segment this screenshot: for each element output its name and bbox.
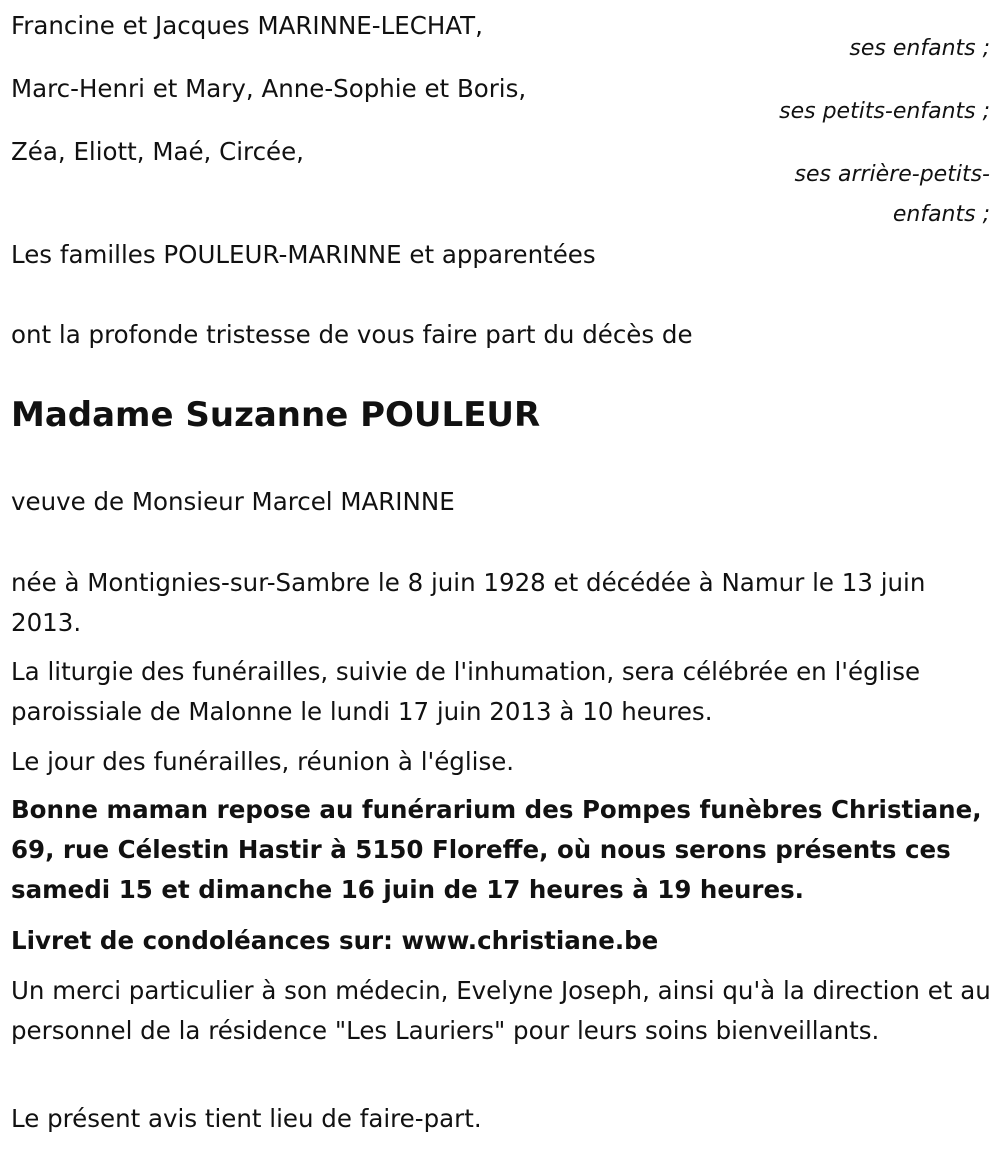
grandchildren-role: ses petits-enfants ; xyxy=(779,99,990,124)
great-grandchildren-role-line2: enfants ; xyxy=(892,202,990,227)
funeral-home-paragraph: Bonne maman repose au funérarium des Pompes funèbres Christiane, 69, rue Célestin Hastir à 5150 Floreffe, où nous serons présents ces samedi 15 et dimanche 16 juin de 17 heures à 19 heures. xyxy=(11,795,982,904)
deceased-name: Madame Suzanne POULEUR xyxy=(11,395,541,435)
notice-line: Le présent avis tient lieu de faire-part. xyxy=(11,1104,482,1133)
thanks-paragraph: Un merci particulier à son médecin, Evelyne Joseph, ainsi qu'à la direction et au personnel de la résidence "Les Lauriers" pour leurs soins bienveillants. xyxy=(11,976,991,1045)
liturgy-paragraph: La liturgie des funérailles, suivie de l'inhumation, sera célébrée en l'église paroissiale de Malonne le lundi 17 juin 2013 à 10 heures. xyxy=(11,657,921,726)
children-role: ses enfants ; xyxy=(849,36,990,61)
great-grandchildren-role-line1: ses arrière-petits- xyxy=(794,162,990,187)
families-line: Les familles POULEUR-MARINNE et apparentées xyxy=(11,240,596,269)
condolences-line: Livret de condoléances sur: www.christiane.be xyxy=(11,926,659,955)
grandchildren-names: Marc-Henri et Mary, Anne-Sophie et Boris, xyxy=(11,74,527,103)
widow-of: veuve de Monsieur Marcel MARINNE xyxy=(11,487,455,516)
great-grandchildren-names: Zéa, Eliott, Maé, Circée, xyxy=(11,137,304,166)
birth-death-paragraph: née à Montignies-sur-Sambre le 8 juin 1928 et décédée à Namur le 13 juin 2013. xyxy=(11,568,926,637)
meeting-paragraph: Le jour des funérailles, réunion à l'église. xyxy=(11,747,515,776)
announcement-intro: ont la profonde tristesse de vous faire part du décès de xyxy=(11,320,693,349)
children-names: Francine et Jacques MARINNE-LECHAT, xyxy=(11,11,483,40)
